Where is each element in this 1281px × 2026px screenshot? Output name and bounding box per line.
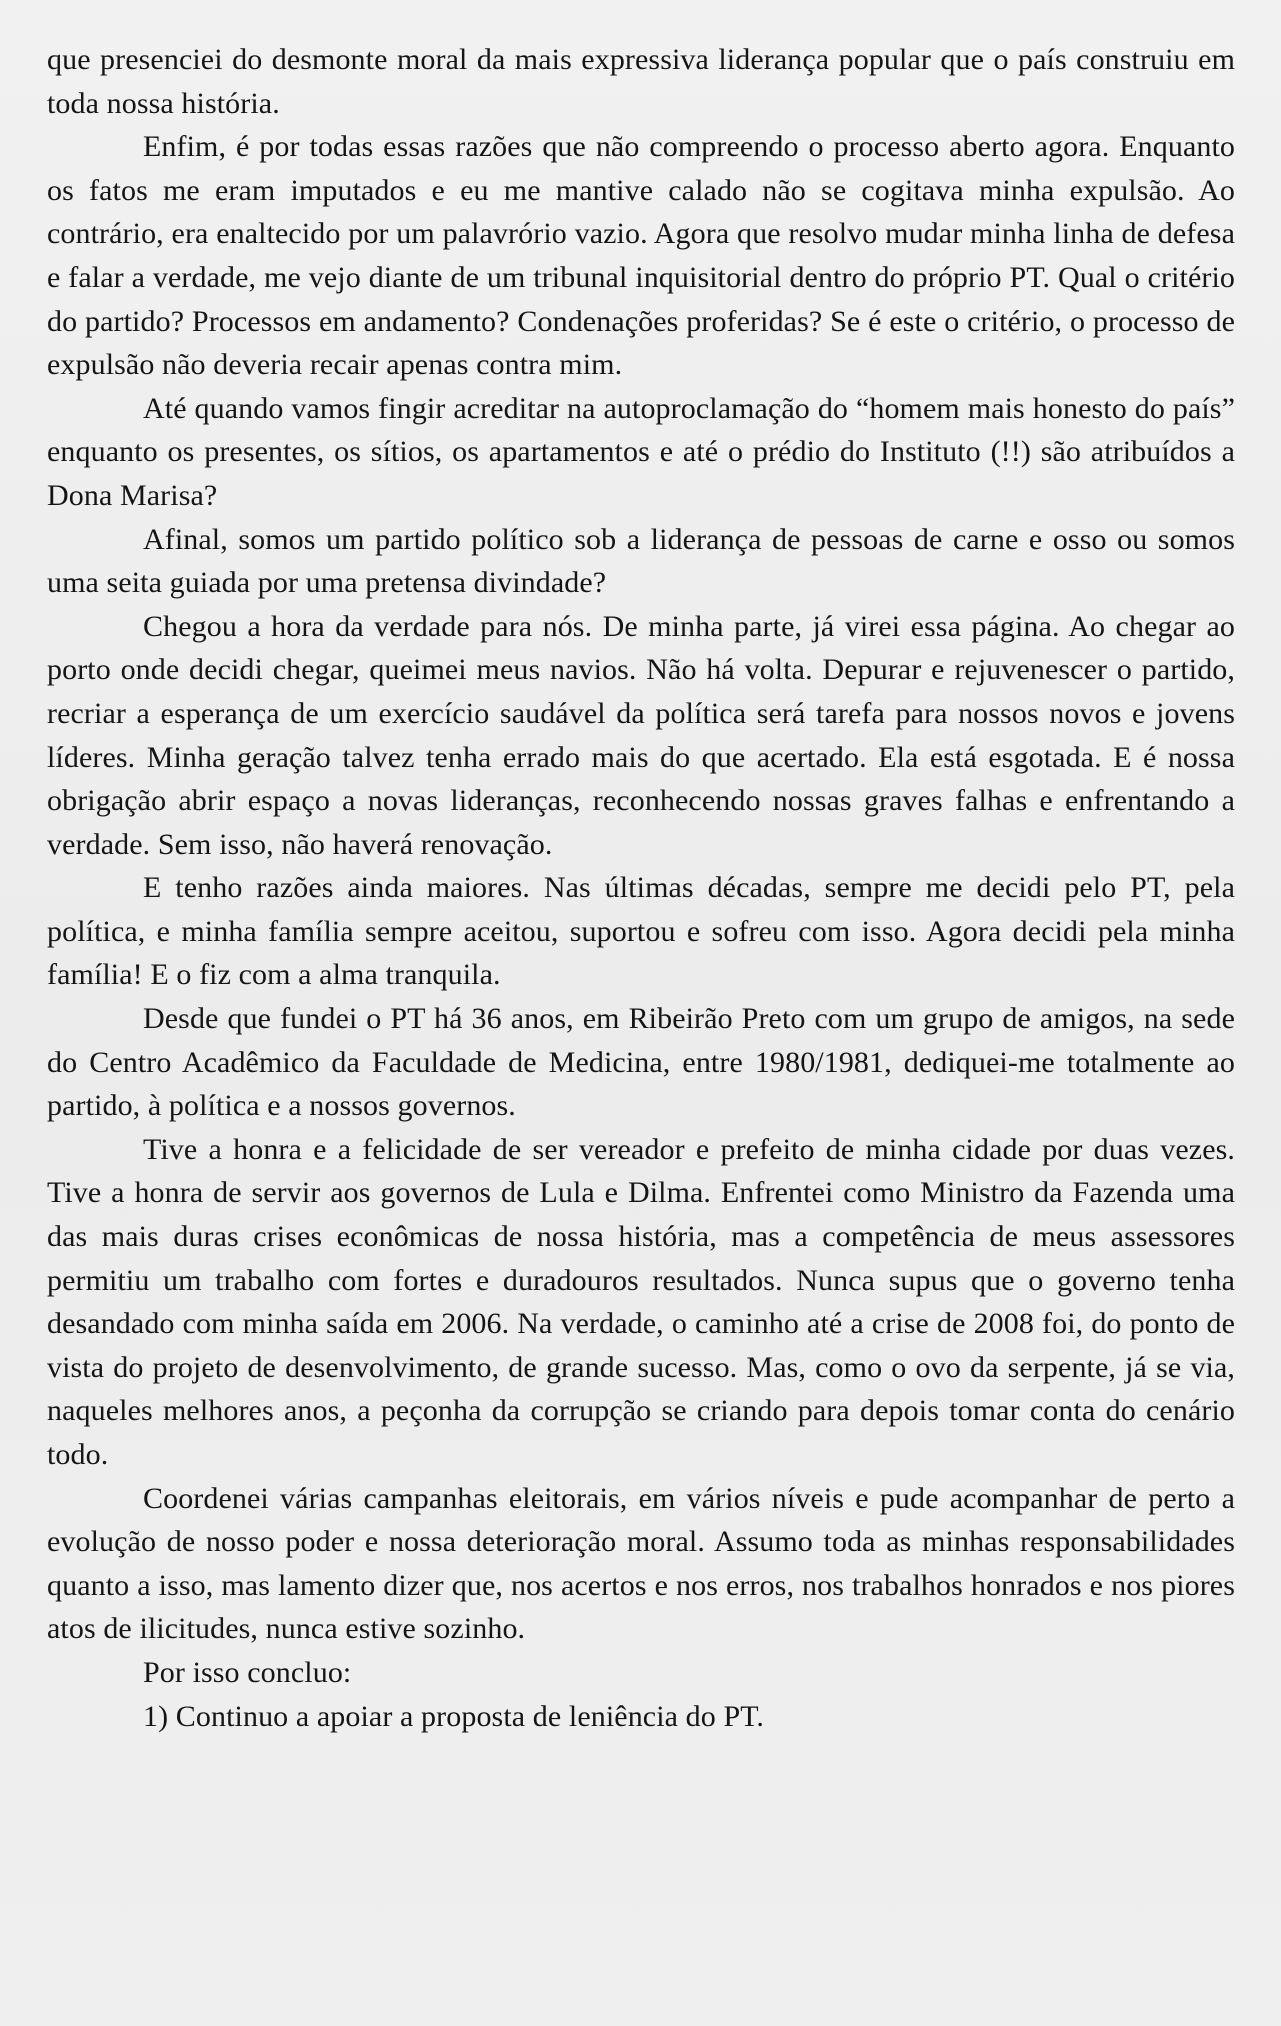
paragraph-1: que presenciei do desmonte moral da mais expressiva liderança popular que o país construiu em toda nossa história. [47, 43, 1235, 120]
paragraph-9: Coordenei várias campanhas eleitorais, em vários níveis e pude acompanhar de perto a evolução de nosso poder e nossa deterioração moral. Assumo toda as minhas responsabilidades quanto a isso, mas lamento dizer que, nos acertos e nos erros, nos trabalhos honrados e nos piores atos de ilicitudes, nunca estive sozinho. [47, 1481, 1235, 1646]
document-page [47, 38, 1235, 1738]
paragraph-7: Desde que fundei o PT há 36 anos, em Ribeirão Preto com um grupo de amigos, na sede do Centro Acadêmico da Faculdade de Medicina, entre 1980/1981, dediquei-me totalmente ao partido, à política e a nossos governos. [47, 1002, 1235, 1123]
paragraph-6: E tenho razões ainda maiores. Nas últimas décadas, sempre me decidi pelo PT, pela política, e minha família sempre aceitou, suportou e sofreu com isso. Agora decidi pela minha família! E o fiz com a alma tranquila. [47, 871, 1235, 992]
paragraph-3: Até quando vamos fingir acreditar na autoproclamação do “homem mais honesto do país” enquanto os presentes, os sítios, os apartamentos e até o prédio do Instituto (!!) são atribuídos a Dona Marisa? [47, 391, 1235, 512]
paragraph-10: Por isso concluo: [143, 1655, 352, 1689]
paragraph-4: Afinal, somos um partido político sob a liderança de pessoas de carne e osso ou somos uma seita guiada por uma pretensa divindade? [47, 522, 1235, 600]
paragraph-8: Tive a honra e a felicidade de ser vereador e prefeito de minha cidade por duas vezes. Tive a honra de servir aos governos de Lula e Dilma. Enfrentei como Ministro da Fazenda uma das mais duras crises econômicas de nossa história, mas a competência de meus assessores permitiu um trabalho com fortes e duradouros resultados. Nunca supus que o governo tenha desandado com minha saída em 2006. Na verdade, o caminho até a crise de 2008 foi, do ponto de vista do projeto de desenvolvimento, de grande sucesso. Mas, como o ovo da serpente, já se via, naqueles melhores anos, a peçonha da corrupção se criando para depois tomar conta do cenário todo. [47, 1132, 1235, 1471]
paragraph-11: 1) Continuo a apoiar a proposta de leniência do PT. [143, 1699, 765, 1733]
paragraph-2: Enfim, é por todas essas razões que não compreendo o processo aberto agora. Enquanto os fatos me eram imputados e eu me mantive calado não se cogitava minha expulsão. Ao contrário, era enaltecido por um palavrório vazio. Agora que resolvo mudar minha linha de defesa e falar a verdade, me vejo diante de um tribunal inquisitorial dentro do próprio PT. Qual o critério do partido? Processos em andamento? Condenações proferidas? Se é este o critério, o processo de expulsão não deveria recair apenas contra mim. [47, 130, 1235, 382]
paragraph-5: Chegou a hora da verdade para nós. De minha parte, já virei essa página. Ao chegar ao porto onde decidi chegar, queimei meus navios. Não há volta. Depurar e rejuvenescer o partido, recriar a esperança de um exercício saudável da política será tarefa para nossos novos e jovens líderes. Minha geração talvez tenha errado mais do que acertado. Ela está esgotada. E é nossa obrigação abrir espaço a novas lideranças, reconhecendo nossas graves falhas e enfrentando a verdade. Sem isso, não haverá renovação. [47, 609, 1235, 861]
